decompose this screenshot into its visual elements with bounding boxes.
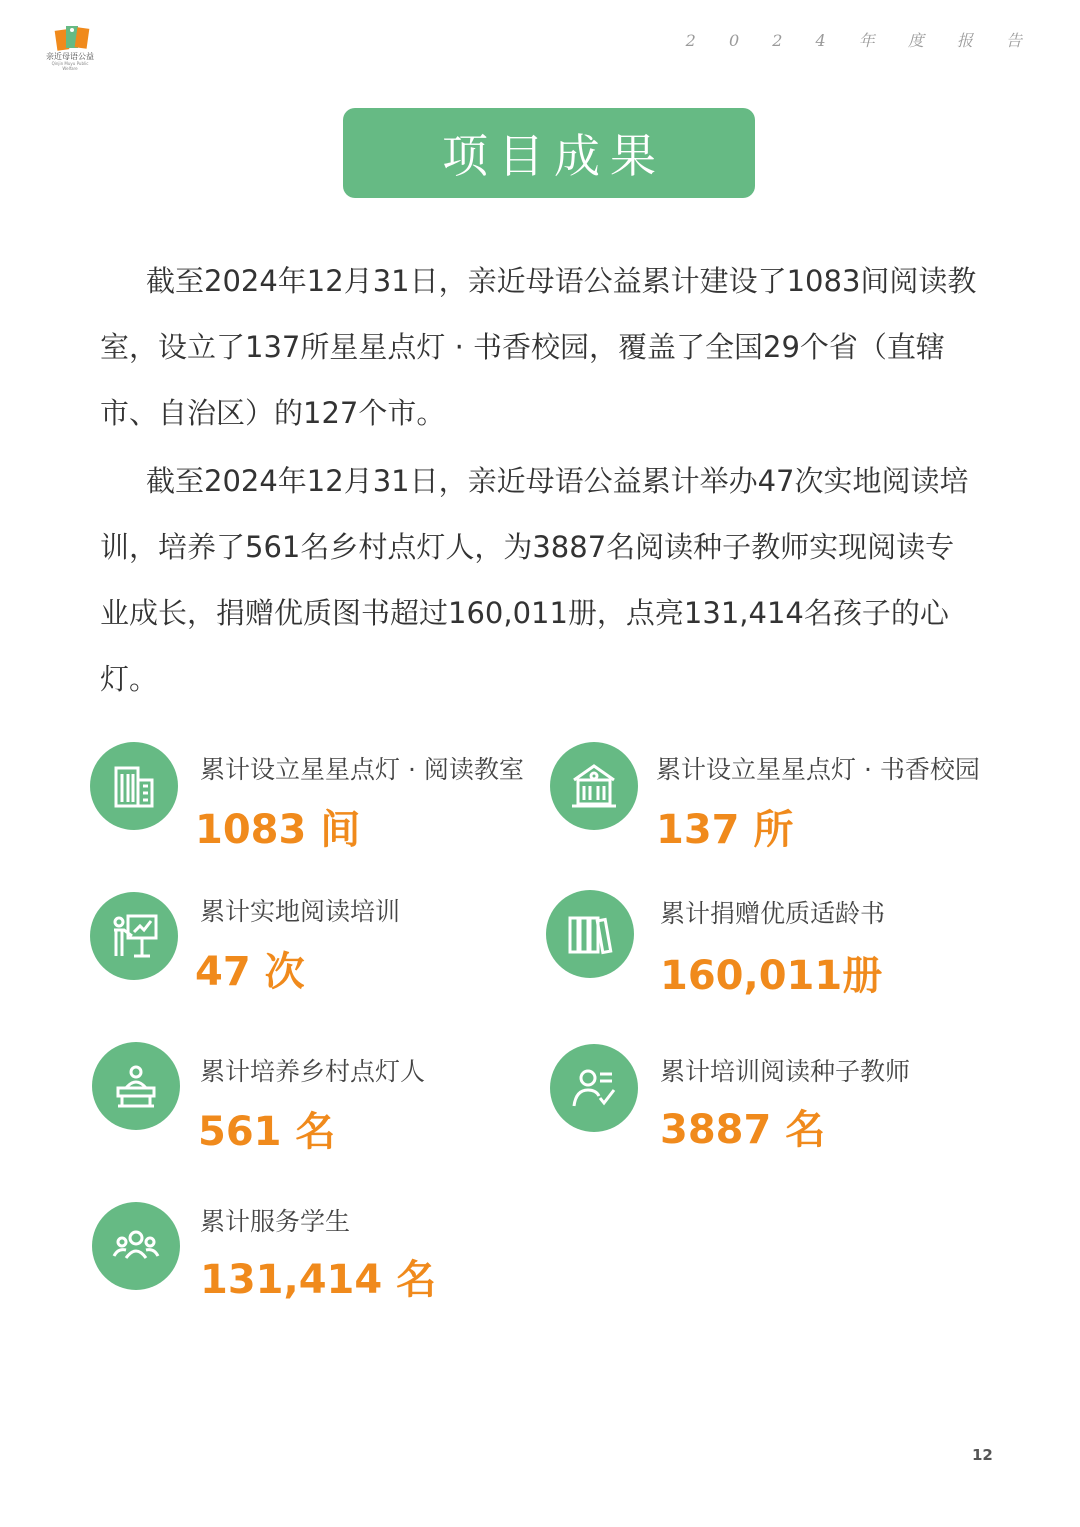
paragraph-1: 截至2024年12月31日，亲近母语公益累计建设了1083间阅读教室，设立了137所星星点灯 · 书香校园，覆盖了全国29个省（直辖市、自治区）的127个市。 [100,264,977,430]
page-number: 12 [972,1446,993,1464]
stat-value: 3887 名 [660,1107,826,1153]
stat-value: 1083 间 [195,807,361,853]
stat-value: 137 所 [656,807,794,853]
teacher-checklist-icon [550,1044,638,1132]
stat-value: 131,414 名 [200,1257,437,1303]
speaker-podium-icon [92,1042,180,1130]
logo-subtext: Qinjin Muyu Public Welfare [51,61,89,71]
section-title-box [343,108,755,198]
stat-value: 160,011册 [660,953,883,999]
stat-value: 47 次 [195,949,305,995]
stat-label: 累计培训阅读种子教师 [660,1057,911,1086]
stat-label: 累计设立星星点灯 · 书香校园 [656,755,980,784]
stat-label: 累计捐赠优质适龄书 [660,899,886,928]
paragraph-2: 截至2024年12月31日，亲近母语公益累计举办47次实地阅读培训，培养了561名乡村点灯人，为3887名阅读种子教师实现阅读专业成长，捐赠优质图书超过160,011册，点亮131,414名孩子的心灯。 [100,464,969,696]
logo-text: 亲近母语公益 [46,52,94,61]
stat-label: 累计设立星星点灯 · 阅读教室 [200,755,524,784]
books-icon [546,890,634,978]
stat-value: 561 名 [198,1109,336,1155]
section-title: 项目成果 [442,129,666,183]
stat-label: 累计实地阅读培训 [200,897,401,926]
stat-label: 累计服务学生 [200,1207,351,1236]
school-icon [550,742,638,830]
stat-label: 累计培养乡村点灯人 [200,1057,426,1086]
building-icon [90,742,178,830]
presentation-icon [90,892,178,980]
group-icon [92,1202,180,1290]
report-label: 2 0 2 4 年 度 报 告 [685,31,1036,50]
